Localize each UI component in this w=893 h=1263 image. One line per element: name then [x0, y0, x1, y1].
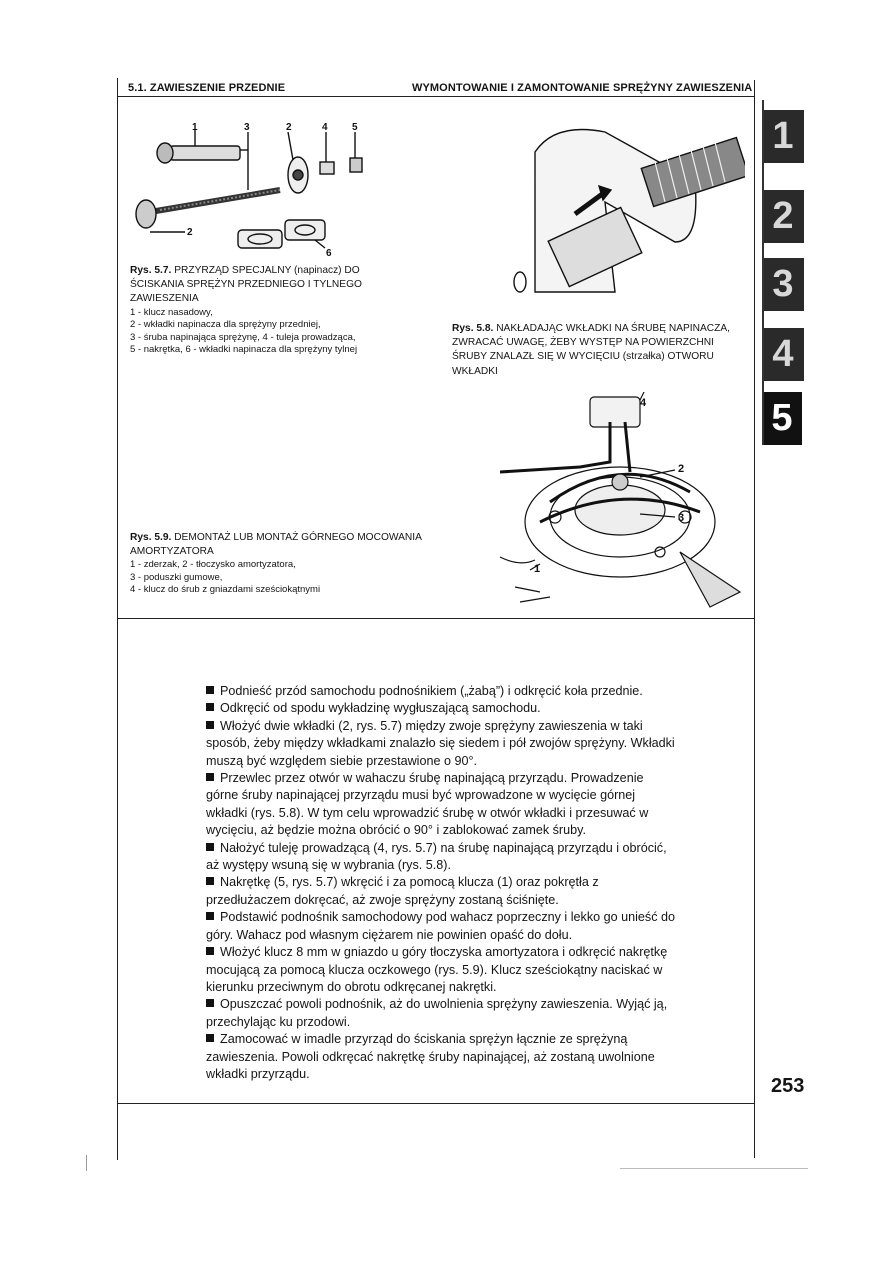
fig59-label-1: 1	[534, 563, 541, 575]
header-rule	[117, 96, 755, 97]
instruction-item: Przewlec przez otwór w wahaczu śrubę napinającą przyrządu. Prowadzenie górne śruby napinającej przyrządu musi być wprowadzone w wycięcie górnej wkładki (rys. 5.8). W tym celu wprowadzić śrubę w otwór wkładki i przesuwać w wycięciu, aż będzie można obrócić o 90° i zablokować zamek śruby.	[206, 771, 649, 838]
fig57-label-2b: 2	[187, 227, 193, 238]
figure-5-7-tool-drawing	[130, 120, 380, 260]
fig57-label-2: 2	[286, 122, 292, 133]
fig59-label-3: 3	[678, 512, 685, 524]
bullet-square-icon	[206, 999, 214, 1007]
fig57-legend-4: 5 - nakrętka, 6 - wkładki napinacza dla sprężyny tylnej	[130, 344, 358, 356]
fig59-label-2: 2	[678, 463, 685, 475]
fig57-label-6: 6	[326, 248, 332, 259]
fig57-legend-3: 3 - śruba napinająca sprężynę, 4 - tuleja prowadząca,	[130, 331, 356, 343]
instruction-item: Nałożyć tuleję prowadzącą (4, rys. 5.7) na śrubę napinającą przyrządu i obrócić, aż występy wsuną się w wybrania (rys. 5.8).	[206, 840, 667, 873]
bottom-edge-line	[620, 1168, 808, 1169]
fig59-legend-2: 3 - poduszki gumowe,	[130, 571, 223, 583]
bullet-square-icon	[206, 912, 214, 920]
bullet-square-icon	[206, 773, 214, 781]
fig57-label-4: 4	[322, 122, 328, 133]
instruction-item: Włożyć dwie wkładki (2, rys. 5.7) między zwoje sprężyny zawieszenia w taki sposób, żeby między wkładkami znalazło się siedem i pół zwojów sprężyny. Wkładki muszą być względem siebie przestawione o 90°.	[206, 718, 675, 768]
figure-separator-rule	[117, 618, 755, 619]
fig58-caption-title: NAKŁADAJĄC WKŁADKI NA ŚRUBĘ NAPINACZA, ZWRACAĆ UWAGĘ, ŻEBY WYSTĘP NA POWIERZCHNI ŚRUBY ZNALAZŁ SIĘ W WYCIĘCIU (strzałka) OTWORU WKŁADKI	[452, 323, 730, 377]
figure-5-9-caption	[130, 531, 430, 597]
fig57-label-3: 3	[244, 122, 250, 133]
section-title-right: WYMONTOWANIE I ZAMONTOWANIE SPRĘŻYNY ZAWIESZENIA	[412, 82, 753, 94]
fig57-label-1: 1	[192, 122, 198, 133]
chapter-tab-5-active: 5	[762, 392, 802, 445]
right-margin-rule	[754, 80, 755, 1158]
page-number: 253	[771, 1075, 805, 1097]
instruction-item: Opuszczać powoli podnośnik, aż do uwolnienia sprężyny zawieszenia. Wyjąć ją, przechylając ku przodowi.	[206, 997, 668, 1029]
tab-bar-strip	[762, 100, 806, 445]
fig59-label-4: 4	[640, 397, 647, 409]
fig58-caption-prefix: Rys. 5.8.	[452, 323, 494, 334]
bullet-square-icon	[206, 703, 214, 711]
fig57-legend-1: 1 - klucz nasadowy,	[130, 306, 213, 318]
bullet-square-icon	[206, 1034, 214, 1042]
fig57-caption-title: PRZYRZĄD SPECJALNY (napinacz) DO ŚCISKANIA SPRĘŻYN PRZEDNIEGO I TYLNEGO ZAWIESZENIA	[130, 265, 362, 305]
instruction-item: Podstawić podnośnik samochodowy pod wahacz poprzeczny i lekko go unieść do góry. Wahacz pod własnym ciężarem nie powinien opaść do dołu.	[206, 910, 676, 942]
figure-5-8-insert-drawing	[495, 122, 745, 312]
instruction-list	[206, 683, 676, 1083]
footer-rule	[117, 1103, 755, 1104]
chapter-tab-3: 3	[762, 258, 804, 311]
figure-5-7-caption	[130, 264, 378, 357]
instruction-item: Włożyć klucz 8 mm w gniazdo u góry tłoczyska amortyzatora i odkręcić nakrętkę mocującą za pomocą klucza oczkowego (rys. 5.9). Klucz sześciokątny naciskać w kierunku przeciwnym do obrotu odkręcanej nakrętki.	[206, 945, 668, 994]
chapter-tab-2: 2	[762, 190, 804, 243]
section-title-left: 5.1. ZAWIESZENIE PRZEDNIE	[128, 82, 286, 94]
bullet-square-icon	[206, 947, 214, 955]
bullet-square-icon	[206, 877, 214, 885]
instruction-item: Podnieść przód samochodu podnośnikiem („żabą”) i odkręcić koła przednie.	[206, 683, 676, 700]
instruction-item: Nakrętkę (5, rys. 5.7) wkręcić i za pomocą klucza (1) oraz pokrętła z przedłużaczem dokręcać, aż zwoje sprężyny zostaną ściśnięte.	[206, 875, 599, 907]
fig57-legend-2: 2 - wkładki napinacza dla sprężyny przedniej,	[130, 319, 321, 331]
fig57-caption-prefix: Rys. 5.7.	[130, 265, 172, 276]
fig59-legend-1: 1 - zderzak, 2 - tłoczysko amortyzatora,	[130, 559, 296, 571]
chapter-tab-1: 1	[762, 110, 804, 163]
bullet-square-icon	[206, 686, 214, 694]
left-margin-rule	[117, 78, 118, 1160]
bullet-square-icon	[206, 843, 214, 851]
instruction-item: Odkręcić od spodu wykładzinę wygłuszającą samochodu.	[206, 700, 676, 717]
fig59-caption-title: DEMONTAŻ LUB MONTAŻ GÓRNEGO MOCOWANIA AMORTYZATORA	[130, 532, 422, 558]
instruction-item: Zamocować w imadle przyrząd do ściskania sprężyn łącznie ze sprężyną zawieszenia. Powoli odkręcać nakrętkę śruby napinającej, aż zostaną uwolnione wkładki przyrządu.	[206, 1032, 655, 1081]
bullet-square-icon	[206, 721, 214, 729]
figure-5-8-caption	[452, 322, 748, 379]
fig59-legend-3: 4 - klucz do śrub z gniazdami sześciokątnymi	[130, 584, 321, 596]
left-edge-mark	[86, 1155, 87, 1171]
figure-5-9-shock-absorber-drawing	[480, 392, 752, 617]
chapter-tab-4: 4	[762, 328, 804, 381]
fig57-label-5: 5	[352, 122, 358, 133]
fig59-caption-prefix: Rys. 5.9.	[130, 532, 172, 543]
